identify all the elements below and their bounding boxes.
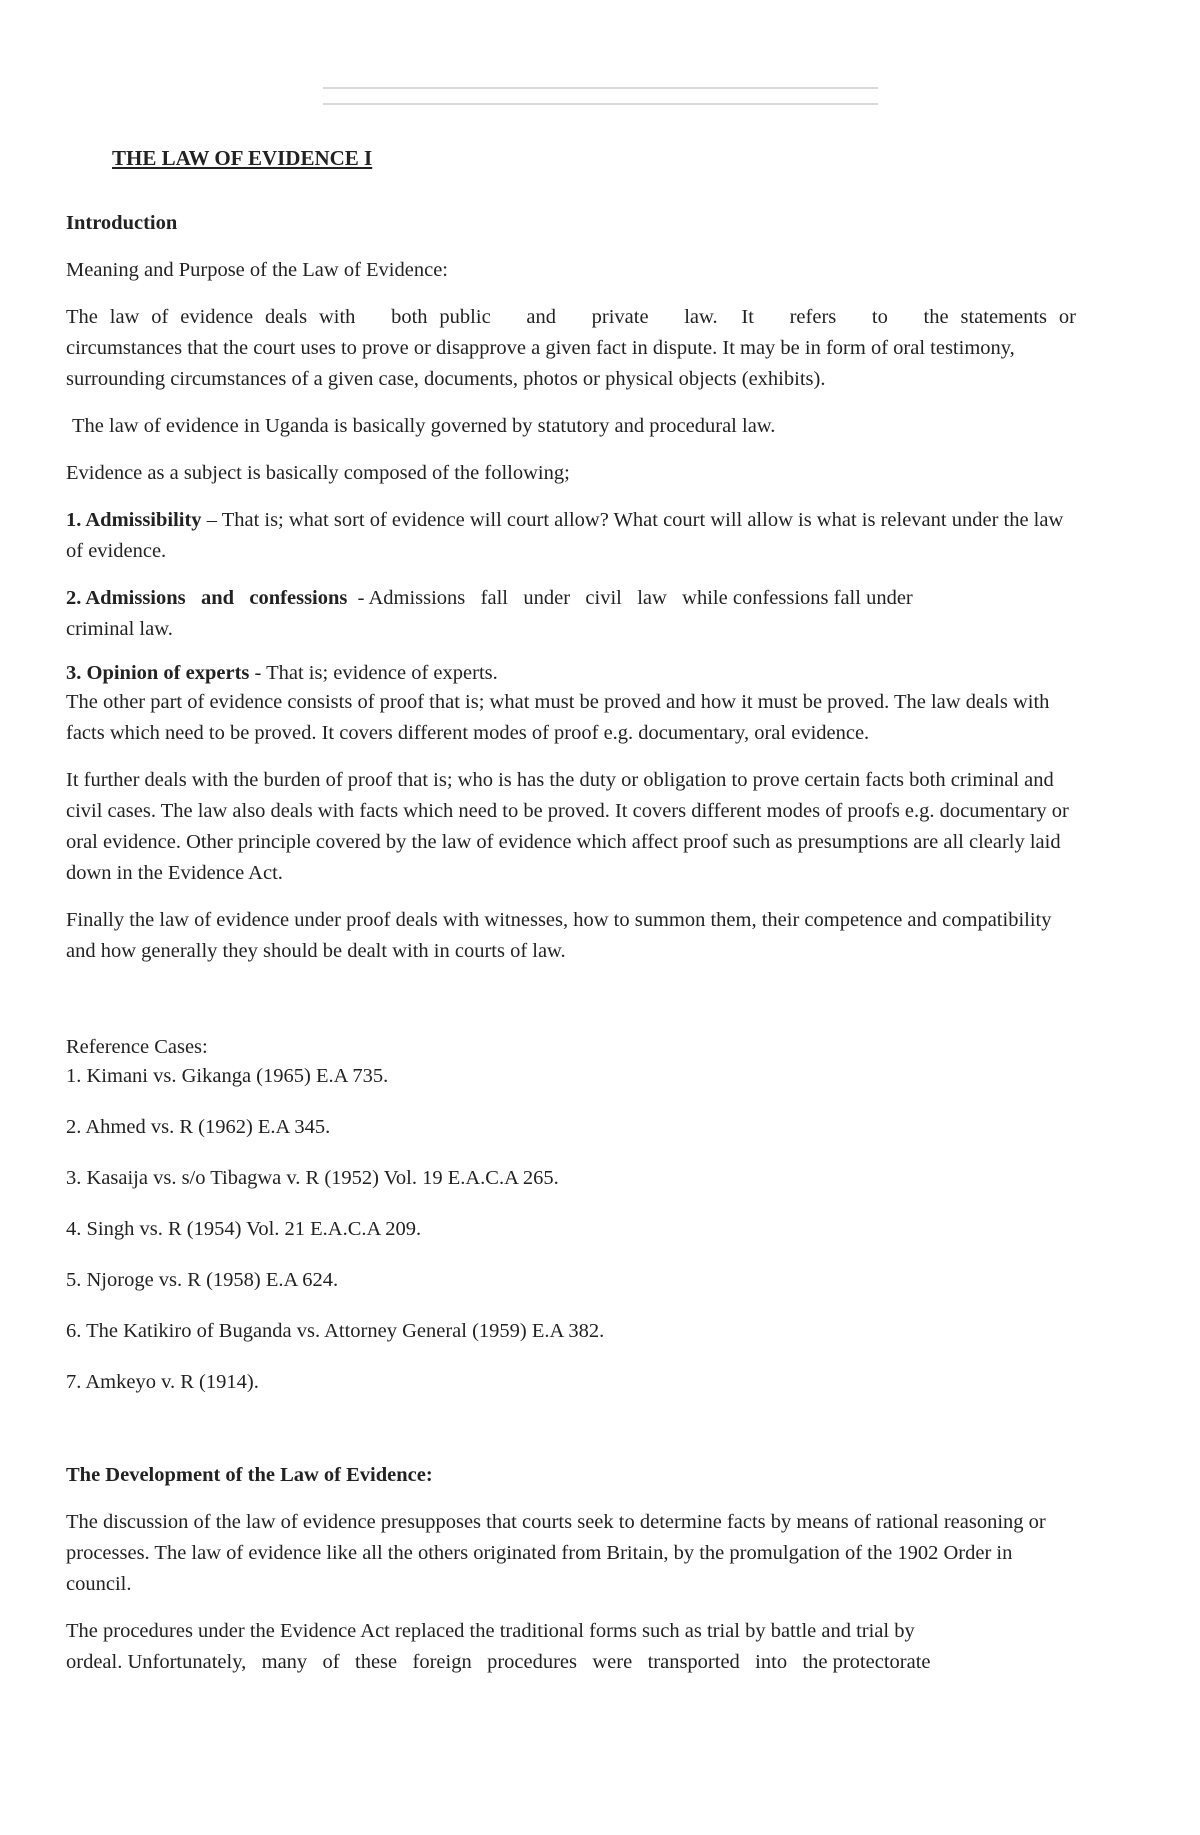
list-item-line-2: criminal law.: [66, 618, 173, 640]
list-item-label: 2. Admissions and confessions: [66, 587, 348, 609]
page-title: THE LAW OF EVIDENCE I: [112, 146, 373, 170]
paragraph-8-line-1: The procedures under the Evidence Act replaced the traditional forms such as trial by battle and trial by: [66, 1620, 915, 1642]
document-body: [66, 128, 1076, 1678]
reference-list: [66, 1061, 1076, 1398]
list-item-admissibility: [66, 505, 1076, 567]
paragraph-3: Evidence as a subject is basically composed of the following;: [66, 462, 570, 484]
paragraph-7: The discussion of the law of evidence presupposes that courts seek to determine facts by means of rational reasoning or processes. The law of evidence like all the others originated from Britain, by the promulgation of the 1902 Order in council.: [66, 1511, 1046, 1595]
reference-item: 3. Kasaija vs. s/o Tibagwa v. R (1952) Vol. 19 E.A.C.A 265.: [66, 1167, 559, 1189]
reference-heading: Reference Cases:: [66, 1036, 208, 1058]
list-item-text: - Admissions fall under civil law while confessions fall under: [347, 587, 913, 609]
reference-item: 2. Ahmed vs. R (1962) E.A 345.: [66, 1116, 331, 1138]
reference-item: 6. The Katikiro of Buganda vs. Attorney General (1959) E.A 382.: [66, 1320, 605, 1342]
paragraph-1-rest: circumstances that the court uses to prove or disapprove a given fact in dispute. It may be in form of oral testimony, surrounding circumstances of a given case, documents, photos or physical objects (exhibits).: [66, 337, 1015, 390]
paragraph-8: [66, 1616, 1076, 1678]
reference-item: 7. Amkeyo v. R (1914).: [66, 1371, 259, 1393]
list-item-opinion: [66, 659, 1076, 687]
paragraph-5: It further deals with the burden of proof that is; who is has the duty or obligation to prove certain facts both criminal and civil cases. The law also deals with facts which need to be proved. It covers different modes of proofs e.g. documentary or oral evidence. Other principle covered by the law of evidence which affect proof such as presumptions are all clearly laid down in the Evidence Act.: [66, 769, 1069, 884]
list-item-text: – That is; what sort of evidence will court allow? What court will allow is what is relevant under the law of evidence.: [66, 509, 1064, 562]
paragraph-1-line-1: The law of evidence deals with both public and private law. It refers to the statements or: [66, 306, 1076, 328]
list-item-label: 1. Admissibility: [66, 509, 202, 531]
paragraph-1: [66, 302, 1076, 395]
paragraph-6: Finally the law of evidence under proof deals with witnesses, how to summon them, their competence and compatibility and how generally they should be dealt with in courts of law.: [66, 909, 1052, 962]
section-heading-introduction: Introduction: [66, 212, 178, 234]
paragraph-4: The other part of evidence consists of proof that is; what must be proved and how it must be proved. The law deals with facts which need to be proved. It covers different modes of proof e.g. documentary, oral evidence.: [66, 691, 1050, 744]
list-item-line-1: [66, 583, 1076, 614]
header-rule-top: [323, 87, 878, 89]
paragraph-8-line-2: ordeal. Unfortunately, many of these foreign procedures were transported into the protectorate: [66, 1651, 931, 1673]
list-item-admissions: [66, 583, 1076, 645]
reference-item: 5. Njoroge vs. R (1958) E.A 624.: [66, 1269, 339, 1291]
reference-item: 4. Singh vs. R (1954) Vol. 21 E.A.C.A 209.: [66, 1218, 422, 1240]
paragraph-meaning: Meaning and Purpose of the Law of Evidence:: [66, 259, 448, 281]
list-item-label: 3. Opinion of experts: [66, 662, 250, 684]
section-heading-development: The Development of the Law of Evidence:: [66, 1464, 433, 1486]
list-item-text: - That is; evidence of experts.: [249, 662, 498, 684]
reference-item: 1. Kimani vs. Gikanga (1965) E.A 735.: [66, 1065, 389, 1087]
header-rule-bottom: [323, 103, 878, 105]
paragraph-2: The law of evidence in Uganda is basically governed by statutory and procedural law.: [72, 415, 776, 437]
